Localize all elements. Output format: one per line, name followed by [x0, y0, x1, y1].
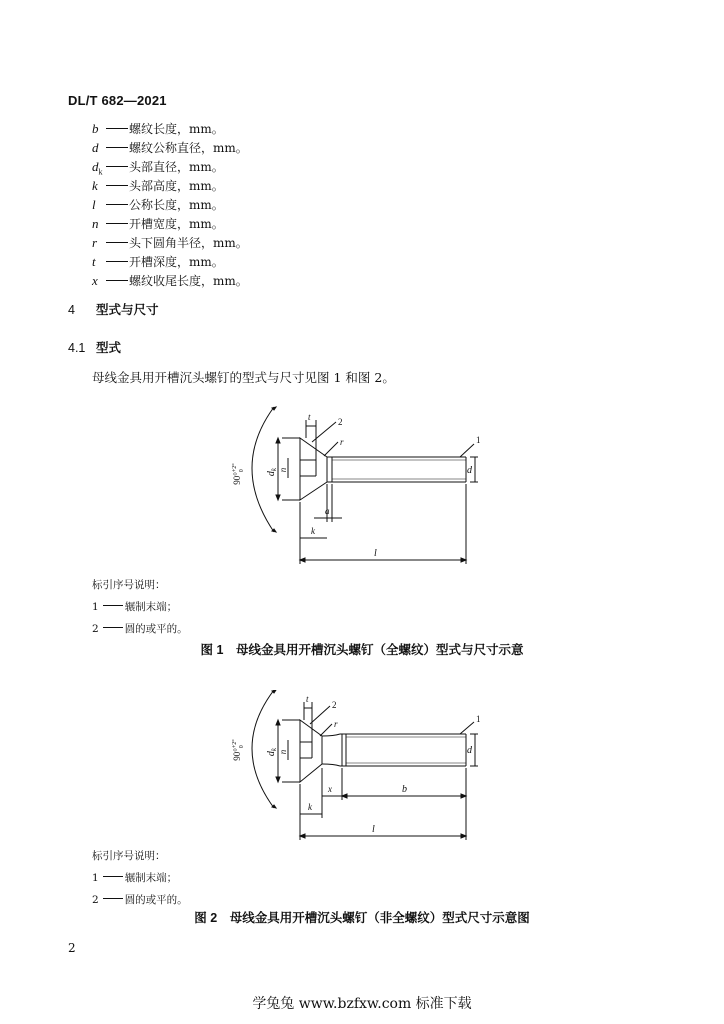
symbol-definitions	[92, 119, 248, 290]
definition-row: l 公称长度，mm。	[92, 197, 224, 212]
definition-row: b 螺纹长度，mm。	[92, 121, 224, 136]
svg-text:n: n	[278, 467, 288, 473]
svg-text:l: l	[374, 548, 377, 559]
figure-2-legend: 标引序号说明： 1 辗制末端； 2 圆的或平的。	[92, 845, 188, 911]
legend-item: 1 辗制末端；	[92, 872, 178, 884]
watermark-footer: 学兔兔 www.bzfxw.com 标准下载	[252, 996, 472, 1012]
figure-1-drawing	[222, 402, 502, 570]
svg-text:2: 2	[338, 417, 343, 427]
svg-text:dk: $d_k$	[266, 747, 278, 757]
definition-row: d 螺纹公称直径，mm。	[92, 140, 248, 155]
svg-text:n: n	[278, 749, 288, 755]
definition-row: x 螺纹收尾长度，mm。	[92, 273, 248, 288]
svg-text:r: r	[334, 719, 338, 729]
svg-text:d: d	[467, 465, 472, 476]
svg-text:90°+2°0: 90°$^{+2^\circ}$0	[232, 739, 245, 761]
definition-row: n 开槽宽度，mm。	[92, 216, 224, 231]
page-number: 2	[68, 941, 76, 955]
svg-text:b: b	[402, 784, 407, 795]
legend-item: 2 圆的或平的。	[92, 623, 188, 635]
definition-row: $d_k$ 头部直径，mm。	[92, 159, 224, 177]
svg-text:1: 1	[476, 435, 481, 445]
svg-text:a: a	[325, 506, 330, 516]
svg-text:dk: $d_k$	[266, 467, 278, 477]
svg-text:x: x	[328, 784, 332, 794]
svg-text:d: d	[467, 745, 472, 756]
figure-1-legend: 标引序号说明： 1 辗制末端； 2 圆的或平的。	[92, 574, 188, 640]
document-code: DL/T 682—2021	[68, 93, 167, 108]
svg-text:t: t	[308, 412, 311, 422]
intro-paragraph: 母线金具用开槽沉头螺钉的型式与尺寸见图 1 和图 2。	[92, 370, 395, 385]
subsection-heading: 4.1 型式	[68, 341, 122, 355]
legend-item: 1 辗制末端；	[92, 601, 178, 613]
definition-row: r 头下圆角半径，mm。	[92, 235, 248, 250]
svg-text:r: r	[340, 437, 344, 447]
svg-text:k: k	[311, 526, 315, 536]
svg-text:t: t	[306, 694, 309, 704]
svg-text:2: 2	[332, 700, 337, 710]
svg-text:k: k	[308, 802, 312, 812]
legend-item: 2 圆的或平的。	[92, 894, 188, 906]
svg-text:90°+2°0: 90°$^{+2^\circ}$0	[232, 463, 245, 485]
figure-2-caption: 图 2 母线金具用开槽沉头螺钉（非全螺纹）型式尺寸示意图	[194, 911, 530, 925]
svg-text:1: 1	[476, 714, 481, 724]
figure-1-caption: 图 1 母线金具用开槽沉头螺钉（全螺纹）型式与尺寸示意	[200, 643, 524, 657]
figure-2-drawing	[222, 690, 502, 846]
section-heading: 4 型式与尺寸	[68, 303, 159, 317]
svg-text:l: l	[372, 824, 375, 835]
definition-row: k 头部高度，mm。	[92, 178, 224, 193]
definition-row: t 开槽深度，mm。	[92, 254, 224, 269]
